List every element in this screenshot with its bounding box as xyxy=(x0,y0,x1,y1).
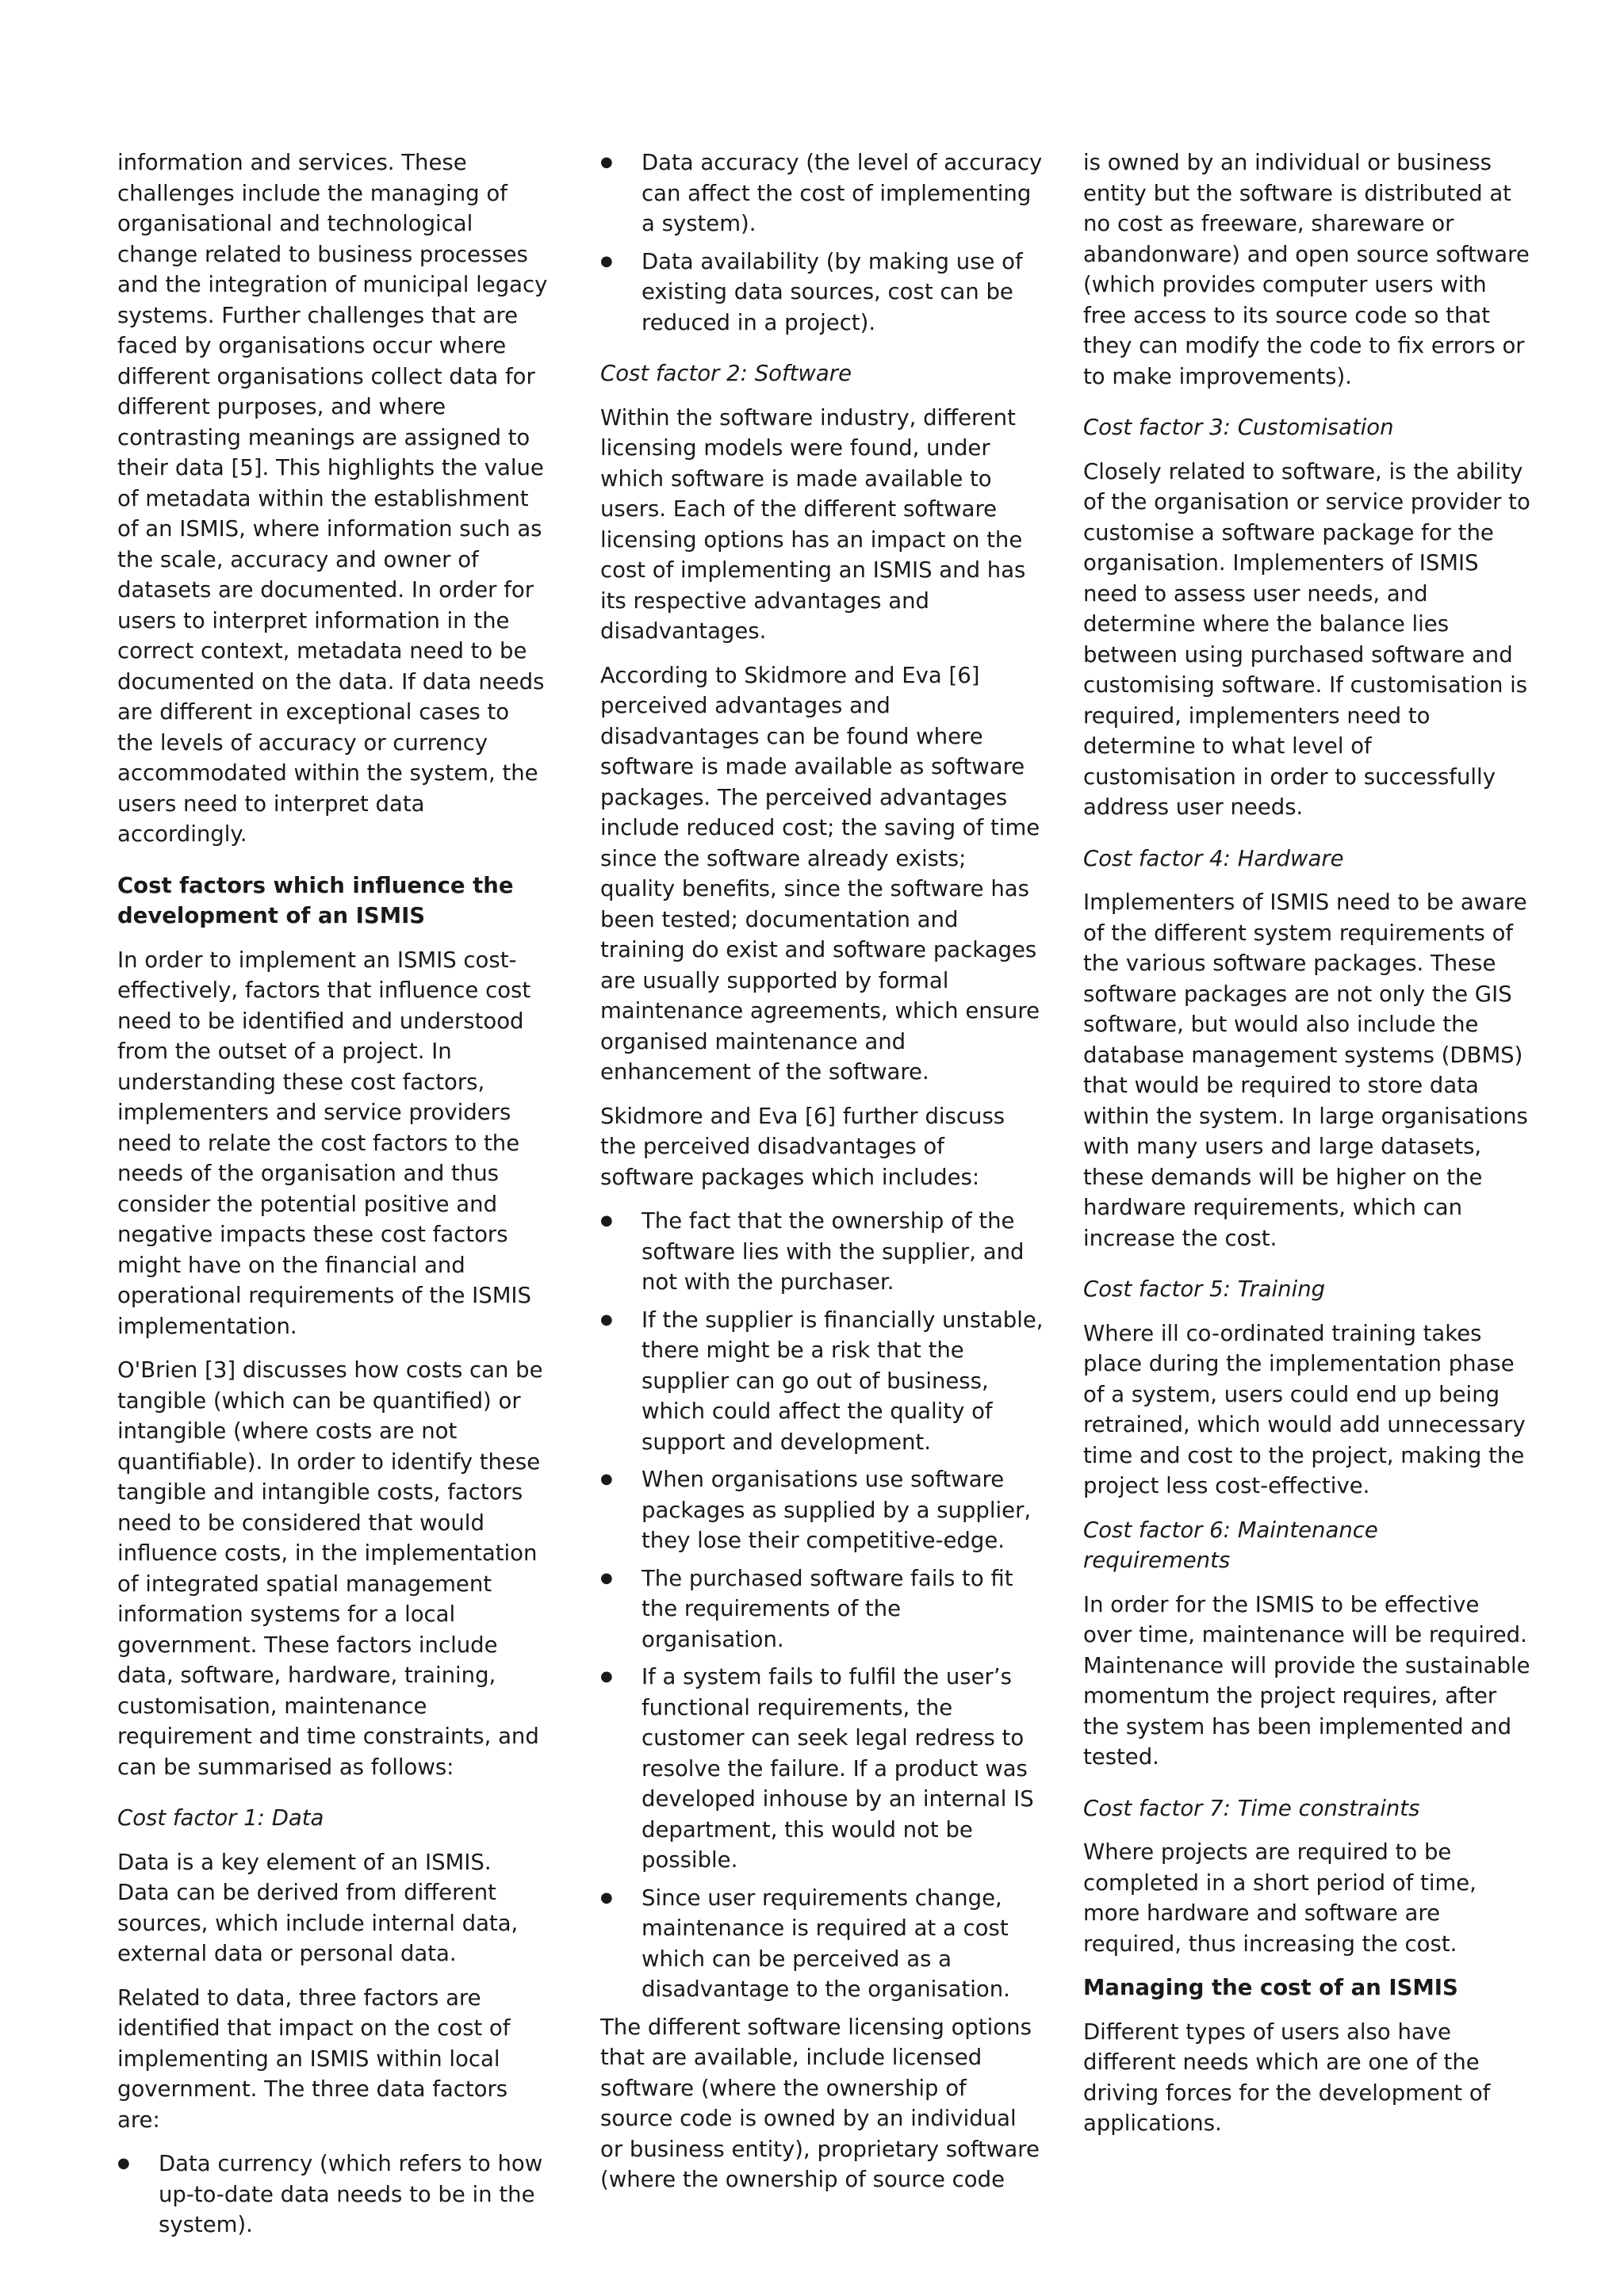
paragraph: Implementers of ISMIS need to be aware of the different system requirements of the various software packages. These software packages are not only the GIS software, but would also include the database management systems (DBMS) that would be required to store data within the system. In large organisations with many users and large datasets, these demands will be higher on the hardware requirements, which can increase the cost. xyxy=(1083,890,1528,1251)
list-item: ● If the supplier is financially unstable, there might be a risk that the supplier can go out of business, which could affect the quality of support and development. xyxy=(600,1305,1044,1458)
column-right xyxy=(1083,147,1531,2152)
list-item: ● Data currency (which refers to how up-to-date data needs to be in the system). xyxy=(117,2149,550,2241)
paragraph: Closely related to software, is the ability of the organisation or service provider to customise a software package for the organisation. Implementers of ISMIS need to assess user needs, and determine where the balance lies between using purchased software and customising software. If customisation is required, implementers need to determine to what level of customisation in order to successfully address user needs. xyxy=(1083,458,1530,820)
section-heading: Managing the cost of an ISMIS xyxy=(1083,1975,1458,2000)
bullet-list xyxy=(600,1206,1044,2005)
paragraph: In order for the ISMIS to be effective over time, maintenance will be required. Maintenance will provide the sustainable momentum the project requires, after the system has been implemented and tested. xyxy=(1083,1591,1530,1770)
subsection-heading: Cost factor 5: Training xyxy=(1083,1276,1326,1302)
list-item: ● Since user requirements change, maintenance is required at a cost which can be perceived as a disadvantage to the organisation. xyxy=(600,1883,1044,2005)
list-item: ● Data accuracy (the level of accuracy can affect the cost of implementing a system). xyxy=(600,147,1044,239)
subsection-heading: Cost factor 4: Hardware xyxy=(1083,845,1344,871)
list-item: ● The purchased software fails to fit the requirements of the organisation. xyxy=(600,1563,1044,1655)
bullet-list xyxy=(600,147,1044,338)
paragraph: O'Brien [3] discusses how costs can be tangible (which can be quantified) or intangible (where costs are not quantifiable). In order to identify these tangible and intangible costs, factors need to be considered that would influence costs, in the implementation of integrated spatial management information systems for a local government. These factors include data, software, hardware, training, customisation, maintenance requirement and time constraints, and can be summarised as follows: xyxy=(117,1357,543,1780)
paragraph: Related to data, three factors are identified that impact on the cost of implementing an ISMIS within local government. The three data factors are: xyxy=(117,1984,511,2133)
list-item: ● The fact that the ownership of the software lies with the supplier, and not with the purchaser. xyxy=(600,1206,1044,1298)
list-item: ● Data availability (by making use of existing data sources, cost can be reduced in a project). xyxy=(600,247,1044,339)
paragraph: Within the software industry, different licensing models were found, under which software is made available to users. Each of the different software licensing options has an impact on the cost of implementing an ISMIS and has its respective advantages and disadvantages. xyxy=(600,404,1026,644)
paragraph: In order to implement an ISMIS cost-effectively, factors that influence cost need to be identified and understood from the outset of a project. In understanding these cost factors, implementers and service providers need to relate the cost factors to the needs of the organisation and thus consider the potential positive and negative impacts these cost factors might have on the financial and operational requirements of the ISMIS implementation. xyxy=(117,947,532,1339)
subsection-heading: Cost factor 1: Data xyxy=(117,1805,324,1831)
paragraph: Where ill co-ordinated training takes place during the implementation phase of a system, users could end up being retrained, which would add unnecessary time and cost to the project, making the project less cost-effective. xyxy=(1083,1320,1526,1498)
bullet-list xyxy=(117,2149,550,2241)
paragraph: The different software licensing options that are available, include licensed software (where the ownership of source code is owned by an individual or business entity), proprietary software (where the ownership of source code xyxy=(600,2014,1040,2192)
paragraph: is owned by an individual or business entity but the software is distributed at no cost as freeware, shareware or abandonware) and open source software (which provides computer users with free access to its source code so that they can modify the code to fix errors or to make improvements). xyxy=(1083,150,1530,389)
section-heading: Cost factors which influence the development of an ISMIS xyxy=(117,872,514,928)
paragraph: Where projects are required to be completed in a short period of time, more hardware and software are required, thus increasing the cost. xyxy=(1083,1839,1477,1957)
list-item: ● If a system fails to fulfil the user’s functional requirements, the customer can seek legal redress to resolve the failure. If a product was developed inhouse by an internal IS department, this would not be possible. xyxy=(600,1662,1044,1876)
subsection-heading: Cost factor 3: Customisation xyxy=(1083,415,1394,440)
paragraph: Different types of users also have different needs which are one of the driving forces for the development of applications. xyxy=(1083,2019,1491,2136)
column-left xyxy=(117,147,550,2248)
subsection-heading: Cost factor 6: Maintenance requirements xyxy=(1083,1517,1378,1573)
paragraph: Skidmore and Eva [6] further discuss the perceived disadvantages of software packages which includes: xyxy=(600,1103,1005,1190)
column-middle xyxy=(600,147,1044,2209)
paragraph: Data is a key element of an ISMIS. Data can be derived from different sources, which include internal data, external data or personal data. xyxy=(117,1849,519,1966)
list-item: ● When organisations use software packages as supplied by a supplier, they lose their competitive-edge. xyxy=(600,1464,1044,1556)
paragraph: According to Skidmore and Eva [6] perceived advantages and disadvantages can be found where software is made available as software packages. The perceived advantages include reduced cost; the saving of time since the software already exists; quality benefits, since the software has been tested; documentation and training do exist and software packages are usually supported by formal maintenance agreements, which ensure organised maintenance and enhancement of the software. xyxy=(600,662,1040,1085)
subsection-heading: Cost factor 2: Software xyxy=(600,361,852,386)
subsection-heading: Cost factor 7: Time constraints xyxy=(1083,1795,1420,1821)
paragraph: information and services. These challenges include the managing of organisational and technological change related to business processes and the integration of municipal legacy systems. Further challenges that are faced by organisations occur where different organisations collect data for different purposes, and where contrasting meanings are assigned to their data [5]. This highlights the value of metadata within the establishment of an ISMIS, where information such as the scale, accuracy and owner of datasets are documented. In order for users to interpret information in the correct context, metadata need to be documented on the data. If data needs are different in exceptional cases to the levels of accuracy or currency accommodated within the system, the users need to interpret data accordingly. xyxy=(117,150,548,847)
